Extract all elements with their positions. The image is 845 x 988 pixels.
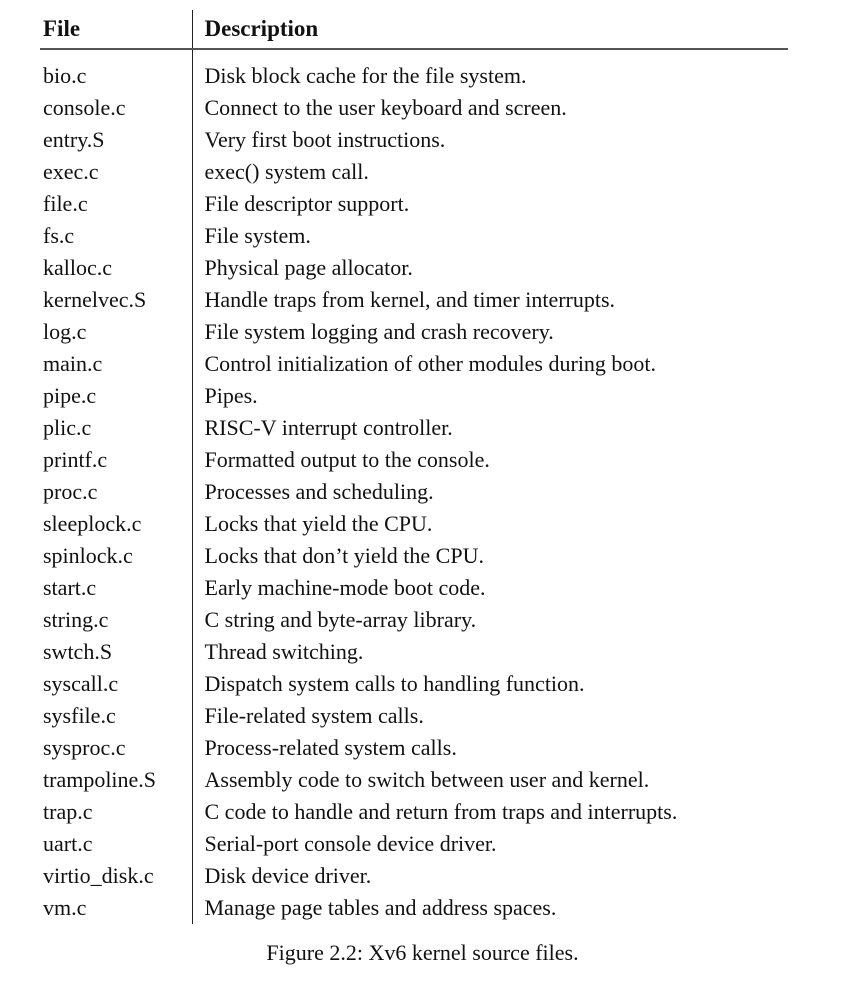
- file-name-cell: console.c: [40, 92, 192, 124]
- table-row: [40, 188, 788, 220]
- file-name-cell: virtio_disk.c: [40, 860, 192, 892]
- table-row: [40, 124, 788, 156]
- file-description-cell: Handle traps from kernel, and timer interrupts.: [204, 287, 616, 312]
- file-name-cell: fs.c: [40, 220, 192, 252]
- file-name-cell: swtch.S: [40, 636, 192, 668]
- file-name-cell: entry.S: [40, 124, 192, 156]
- file-description-cell: C code to handle and return from traps and interrupts.: [204, 799, 678, 824]
- file-description-cell: Locks that don’t yield the CPU.: [204, 543, 484, 568]
- table-row: [40, 444, 788, 476]
- file-name-cell: kernelvec.S: [40, 284, 192, 316]
- file-description-cell: File system logging and crash recovery.: [204, 319, 554, 344]
- file-description-cell: File descriptor support.: [204, 191, 410, 216]
- file-name-cell: syscall.c: [40, 668, 192, 700]
- source-files-table-container: [40, 10, 788, 924]
- file-description-cell: Thread switching.: [204, 639, 364, 664]
- table-header-row: [40, 10, 788, 49]
- table-row: [40, 540, 788, 572]
- description-column-header: Description: [192, 10, 788, 49]
- file-name-cell: spinlock.c: [40, 540, 192, 572]
- file-description-cell: Connect to the user keyboard and screen.: [204, 95, 567, 120]
- table-row: [40, 636, 788, 668]
- file-description-cell: RISC-V interrupt controller.: [204, 415, 453, 440]
- file-name-cell: start.c: [40, 572, 192, 604]
- source-files-table: [40, 10, 788, 924]
- file-name-cell: pipe.c: [40, 380, 192, 412]
- file-description-cell: exec() system call.: [204, 159, 369, 184]
- table-row: [40, 380, 788, 412]
- file-description-cell: Serial-port console device driver.: [204, 831, 497, 856]
- table-row: [40, 220, 788, 252]
- table-row: [40, 860, 788, 892]
- table-spacer-row: [40, 49, 788, 60]
- table-row: [40, 476, 788, 508]
- table-row: [40, 668, 788, 700]
- file-description-cell: File-related system calls.: [204, 703, 424, 728]
- file-name-cell: file.c: [40, 188, 192, 220]
- file-name-cell: trampoline.S: [40, 764, 192, 796]
- table-row: [40, 732, 788, 764]
- file-description-cell: Control initialization of other modules during boot.: [204, 351, 657, 376]
- file-name-cell: string.c: [40, 604, 192, 636]
- file-description-cell: Processes and scheduling.: [204, 479, 434, 504]
- table-row: [40, 604, 788, 636]
- file-name-cell: printf.c: [40, 444, 192, 476]
- file-description-cell: Process-related system calls.: [204, 735, 457, 760]
- table-row: [40, 316, 788, 348]
- file-description-cell: Very first boot instructions.: [204, 127, 446, 152]
- table-row: [40, 796, 788, 828]
- file-name-cell: trap.c: [40, 796, 192, 828]
- file-description-cell: Dispatch system calls to handling function.: [204, 671, 585, 696]
- table-row: [40, 412, 788, 444]
- table-row: [40, 252, 788, 284]
- table-row: [40, 572, 788, 604]
- table-row: [40, 60, 788, 92]
- file-name-cell: sleeplock.c: [40, 508, 192, 540]
- file-description-cell: Disk block cache for the file system.: [204, 63, 527, 88]
- table-row: [40, 92, 788, 124]
- table-row: [40, 284, 788, 316]
- file-description-cell: Manage page tables and address spaces.: [204, 895, 557, 920]
- table-row: [40, 764, 788, 796]
- spacer-cell: [40, 49, 192, 60]
- file-name-cell: exec.c: [40, 156, 192, 188]
- file-name-cell: sysfile.c: [40, 700, 192, 732]
- figure-caption: Figure 2.2: Xv6 kernel source files.: [266, 940, 579, 965]
- file-column-header: File: [40, 10, 192, 49]
- table-row: [40, 508, 788, 540]
- file-name-cell: plic.c: [40, 412, 192, 444]
- table-row: [40, 156, 788, 188]
- file-description-cell: Early machine-mode boot code.: [204, 575, 486, 600]
- file-description-cell: Disk device driver.: [204, 863, 372, 888]
- file-description-cell: Assembly code to switch between user and kernel.: [204, 767, 650, 792]
- file-description-cell: Locks that yield the CPU.: [204, 511, 433, 536]
- table-row: [40, 892, 788, 924]
- file-description-cell: Pipes.: [204, 383, 258, 408]
- spacer-cell: [192, 49, 788, 60]
- file-description-cell: File system.: [204, 223, 311, 248]
- table-row: [40, 700, 788, 732]
- table-body: [40, 49, 788, 924]
- file-name-cell: vm.c: [40, 892, 192, 924]
- file-name-cell: log.c: [40, 316, 192, 348]
- file-name-cell: kalloc.c: [40, 252, 192, 284]
- table-row: [40, 348, 788, 380]
- file-name-cell: proc.c: [40, 476, 192, 508]
- file-name-cell: uart.c: [40, 828, 192, 860]
- file-name-cell: main.c: [40, 348, 192, 380]
- file-description-cell: C string and byte-array library.: [204, 607, 477, 632]
- table-row: [40, 828, 788, 860]
- file-description-cell: Formatted output to the console.: [204, 447, 490, 472]
- file-description-cell: Physical page allocator.: [204, 255, 413, 280]
- file-name-cell: sysproc.c: [40, 732, 192, 764]
- file-name-cell: bio.c: [40, 60, 192, 92]
